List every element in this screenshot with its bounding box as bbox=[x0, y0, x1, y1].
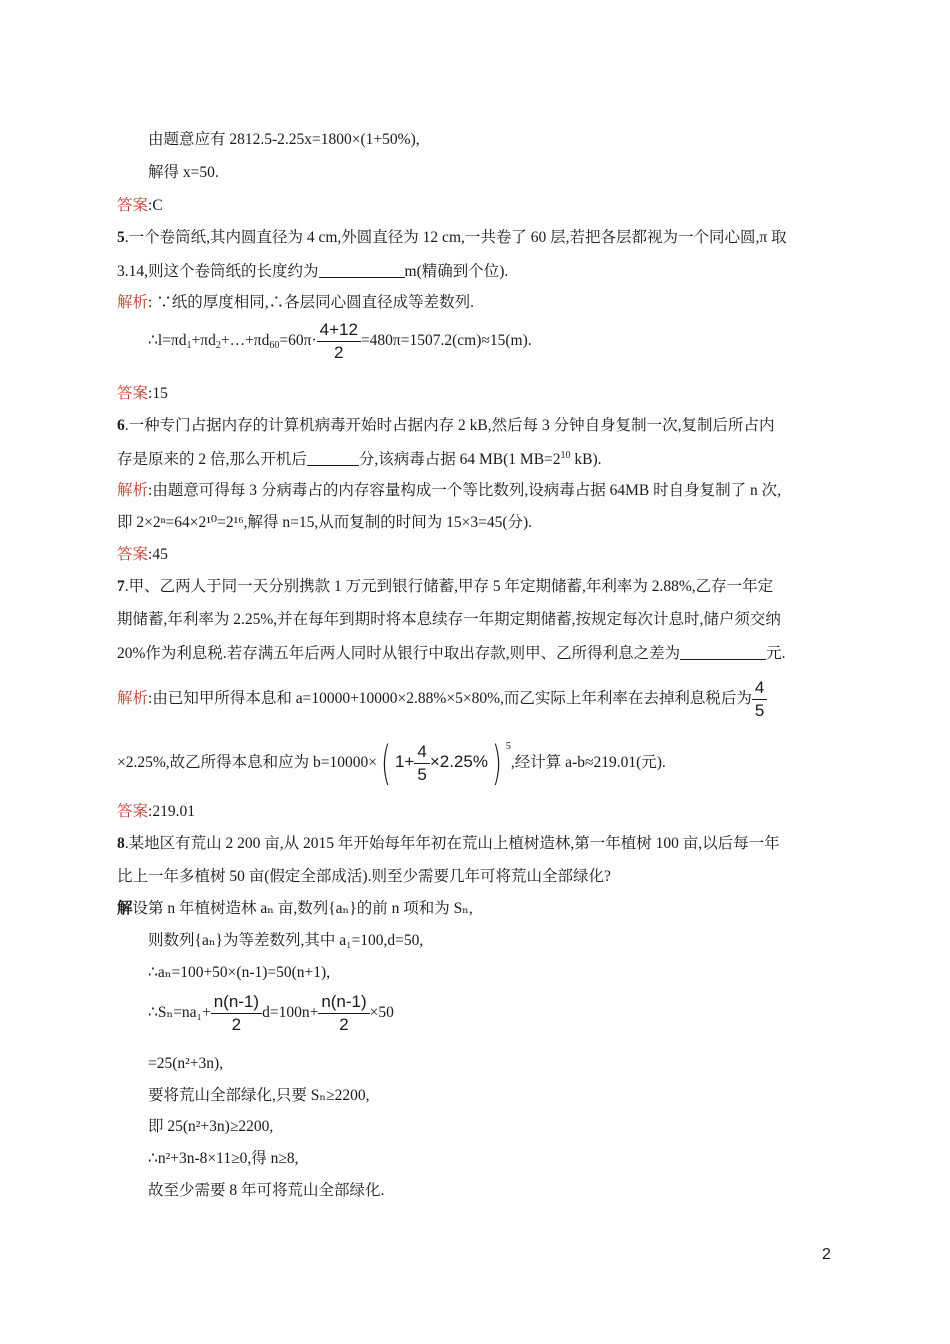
fraction-numerator: n(n-1) bbox=[211, 991, 262, 1014]
fraction-denominator: 2 bbox=[231, 1014, 242, 1034]
question-number: 6 bbox=[117, 417, 125, 434]
answer-label: 答案 bbox=[117, 803, 149, 820]
fraction-n-2 bbox=[318, 991, 369, 1036]
question-number: 5 bbox=[117, 229, 125, 246]
analysis-text-2b: ,经计算 a-b≈219.01(元). bbox=[510, 754, 666, 771]
q7-text1: .甲、乙两人于同一天分别携款 1 万元到银行储蓄,甲存 5 年定期储蓄,年利率为 2.88%,乙存一年定 bbox=[124, 578, 774, 595]
answer-value: :45 bbox=[148, 546, 168, 563]
fraction-denominator: 2 bbox=[334, 342, 344, 362]
q6-text1: .一种专门占据内存的计算机病毒开始时占据内存 2 kB,然后每 3 分钟自身复制一次,复制后所占内 bbox=[124, 417, 775, 434]
analysis-text: :由题意可得每 3 分病毒占的内存容量构成一个等比数列,设病毒占据 64MB 时自身复制了 n 次, bbox=[148, 482, 781, 499]
fraction-numerator: 4 bbox=[414, 741, 429, 764]
fraction-numerator: n(n-1) bbox=[318, 991, 369, 1014]
answer-blank bbox=[680, 643, 766, 660]
q8-solution-line6: 要将荒山全部绿化,只要 Sₙ≥2200, bbox=[148, 1087, 370, 1104]
q6-analysis-line2: 即 2×2ⁿ=64×2¹⁰=2¹⁶,解得 n=15,从而复制的时间为 15×3=45(分). bbox=[117, 514, 533, 531]
q6-text2a: 存是原来的 2 倍,那么开机后 bbox=[117, 451, 307, 468]
q7-text3b: 元. bbox=[766, 645, 786, 662]
left-paren: ( bbox=[381, 736, 391, 791]
q7-line1 bbox=[117, 577, 773, 597]
fraction-inner bbox=[414, 741, 429, 786]
question-number: 8 bbox=[117, 835, 125, 852]
q8-solution-line3: ∴aₙ=100+50×(n-1)=50(n+1), bbox=[148, 964, 331, 981]
analysis-text: :由已知甲所得本息和 a=10000+10000×2.88%×5×80%,而乙实际上年利率在去掉利息税后为 bbox=[148, 690, 752, 707]
exponent: 10 bbox=[560, 450, 571, 461]
q7-analysis bbox=[117, 676, 767, 722]
q6-answer bbox=[117, 545, 168, 565]
answer-label: 答案 bbox=[117, 385, 149, 402]
answer-label: 答案 bbox=[117, 546, 149, 563]
q8-solution-line8: ∴n²+3n-8×11≥0,得 n≥8, bbox=[148, 1150, 299, 1167]
q8-line2: 比上一年多植树 50 亩(假定全部成活).则至少需要几年可将荒山全部绿化? bbox=[117, 868, 611, 885]
answer-blank bbox=[307, 449, 359, 466]
solution-label: 解 bbox=[117, 900, 133, 917]
q5-formula: $\therefore l=\pi d_1+\pi d_2+\dots+\pi d_{60}=60\pi\cdot$ $\frac{4+12}{2}$ =480π=1507.2(cm)≈15(m). bbox=[148, 319, 532, 362]
sum-part-c: ×50 bbox=[369, 1004, 394, 1021]
right-paren: ) bbox=[492, 736, 502, 791]
q4-answer bbox=[117, 196, 163, 216]
q7-text3a: 20%作为利息税.若存满五年后两人同时从银行中取出存款,则甲、乙所得利息之差为 bbox=[117, 645, 681, 662]
answer-value: :219.01 bbox=[148, 803, 195, 820]
answer-blank bbox=[319, 261, 405, 278]
q7-analysis-line2 bbox=[117, 736, 666, 789]
analysis-label: 解析 bbox=[117, 690, 149, 707]
q6-line2 bbox=[117, 449, 602, 470]
sum-part-b: d=100n+ bbox=[262, 1004, 319, 1021]
q5-line1 bbox=[117, 228, 787, 248]
formula-part-c: =480π=1507.2(cm)≈15(m). bbox=[360, 332, 532, 349]
answer-value: :15 bbox=[148, 385, 168, 402]
q5-line2 bbox=[117, 261, 508, 282]
q5-text2a: 3.14,则这个卷筒纸的长度约为 bbox=[117, 263, 319, 280]
fraction-four-fifths bbox=[752, 677, 767, 722]
q4-solution: 解得 x=50. bbox=[148, 164, 219, 181]
q8-solution-line1 bbox=[117, 899, 473, 919]
q5-answer bbox=[117, 384, 168, 404]
inner-rest: ×2.25% bbox=[429, 752, 488, 771]
q8-text1: .某地区有荒山 2 200 亩,从 2015 年开始每年年初在荒山上植树造林,第一年植树 100 亩,以后每一年 bbox=[124, 835, 780, 852]
q8-solution-line2: 则数列{aₙ}为等差数列,其中 a₁=100,d=50, bbox=[148, 932, 424, 949]
question-number: 7 bbox=[117, 578, 125, 595]
analysis-text-2a: ×2.25%,故乙所得本息和应为 b=10000× bbox=[117, 754, 378, 771]
q8-solution-line7: 即 25(n²+3n)≥2200, bbox=[148, 1118, 274, 1135]
fraction-denominator: 5 bbox=[417, 764, 427, 784]
answer-label: 答案 bbox=[117, 197, 149, 214]
sum-part-a: ∴Sₙ=na₁+ bbox=[148, 1004, 211, 1021]
q5-text2b: m(精确到个位). bbox=[404, 263, 509, 280]
q5-analysis bbox=[117, 293, 474, 313]
q6-text2b: 分,该病毒占据 64 MB(1 MB=2 bbox=[358, 451, 561, 468]
q7-line2: 期储蓄,年利率为 2.25%,并在每年到期时将本息续存一年期定期储蓄,按规定每次计息时,储户须交纳 bbox=[117, 611, 781, 628]
analysis-label: 解析 bbox=[117, 294, 149, 311]
exponent: 5 bbox=[505, 741, 511, 752]
q7-line3 bbox=[117, 643, 786, 664]
fraction-denominator: 2 bbox=[339, 1014, 349, 1034]
fraction-n bbox=[211, 991, 262, 1036]
inner-one: 1+ bbox=[394, 752, 415, 771]
page-number: 2 bbox=[822, 1246, 831, 1263]
q7-answer bbox=[117, 802, 195, 822]
q8-solution-line5: =25(n²+3n), bbox=[148, 1055, 224, 1072]
fraction-numerator: 4+12 bbox=[317, 319, 361, 342]
formula-part-b: =60π· bbox=[279, 332, 317, 349]
q6-text2c: kB). bbox=[570, 451, 602, 468]
fraction-numerator: 4 bbox=[752, 677, 767, 700]
formula-part-a: ∴l=πd bbox=[148, 332, 187, 349]
analysis-label: 解析 bbox=[117, 482, 149, 499]
answer-value: :C bbox=[148, 197, 163, 214]
q8-line1 bbox=[117, 834, 780, 854]
q6-line1 bbox=[117, 416, 774, 436]
q8-solution-line4 bbox=[148, 990, 394, 1036]
q5-text1: .一个卷筒纸,其内圆直径为 4 cm,外圆直径为 12 cm,一共卷了 60 层,若把各层都视为一个同心圆,π 取 bbox=[124, 229, 787, 246]
q6-analysis bbox=[117, 481, 781, 501]
q8-solution-line9: 故至少需要 8 年可将荒山全部绿化. bbox=[148, 1182, 385, 1199]
fraction-denominator: 5 bbox=[754, 700, 765, 720]
analysis-text: : ∵纸的厚度相同,∴各层同心圆直径成等差数列. bbox=[148, 294, 474, 311]
q4-equation: 由题意应有 2812.5-2.25x=1800×(1+50%), bbox=[148, 131, 420, 148]
solution-text: 设第 n 年植树造林 aₙ 亩,数列{aₙ}的前 n 项和为 Sₙ, bbox=[132, 900, 473, 917]
fraction bbox=[317, 319, 361, 364]
